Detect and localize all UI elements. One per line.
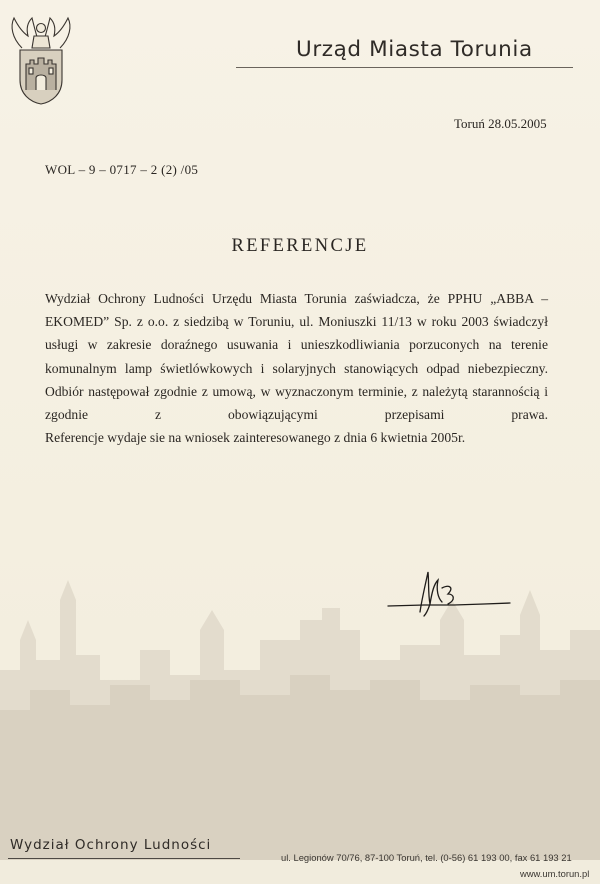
footer-website: www.um.torun.pl	[520, 868, 590, 879]
office-title: Urząd Miasta Torunia	[296, 37, 533, 62]
reference-number: WOL – 9 – 0717 – 2 (2) /05	[45, 162, 199, 177]
document-title: REFERENCJE	[231, 236, 369, 256]
letter-body	[45, 287, 548, 449]
department-divider	[8, 858, 240, 859]
paragraph-request: Referencje wydaje sie na wniosek zainteresowanego z dnia 6 kwietnia 2005r.	[45, 430, 466, 446]
department-name: Wydział Ochrony Ludności	[10, 837, 212, 853]
header-divider	[236, 67, 573, 68]
paragraph-service-quality: Odbiór następował zgodnie z umową, w wyznaczonym terminie, z należytą starannością i zgodnie z obowiązującymi przepisami prawa.	[45, 383, 548, 423]
paragraph-certification: Wydział Ochrony Ludności Urzędu Miasta Torunia zaświadcza, że PPHU „ABBA – EKOMED” Sp. z o.o. z siedzibą w Toruniu, ul. Moniuszki 11/13 w roku 2003 świadczył usługi w zakresie doraźnego usuwania i unieszkodliwiania porzuconych na terenie komunalnym lamp świetlówkowych i solaryjnych stanowiących odpad niebezpieczny.	[45, 291, 548, 376]
letter-date: Toruń 28.05.2005	[454, 116, 547, 131]
torun-coat-of-arms-icon	[8, 14, 74, 106]
footer-address: ul. Legionów 70/76, 87-100 Toruń, tel. (0-56) 61 193 00, fax 61 193 21	[281, 852, 572, 863]
handwritten-signature-icon	[384, 562, 514, 622]
